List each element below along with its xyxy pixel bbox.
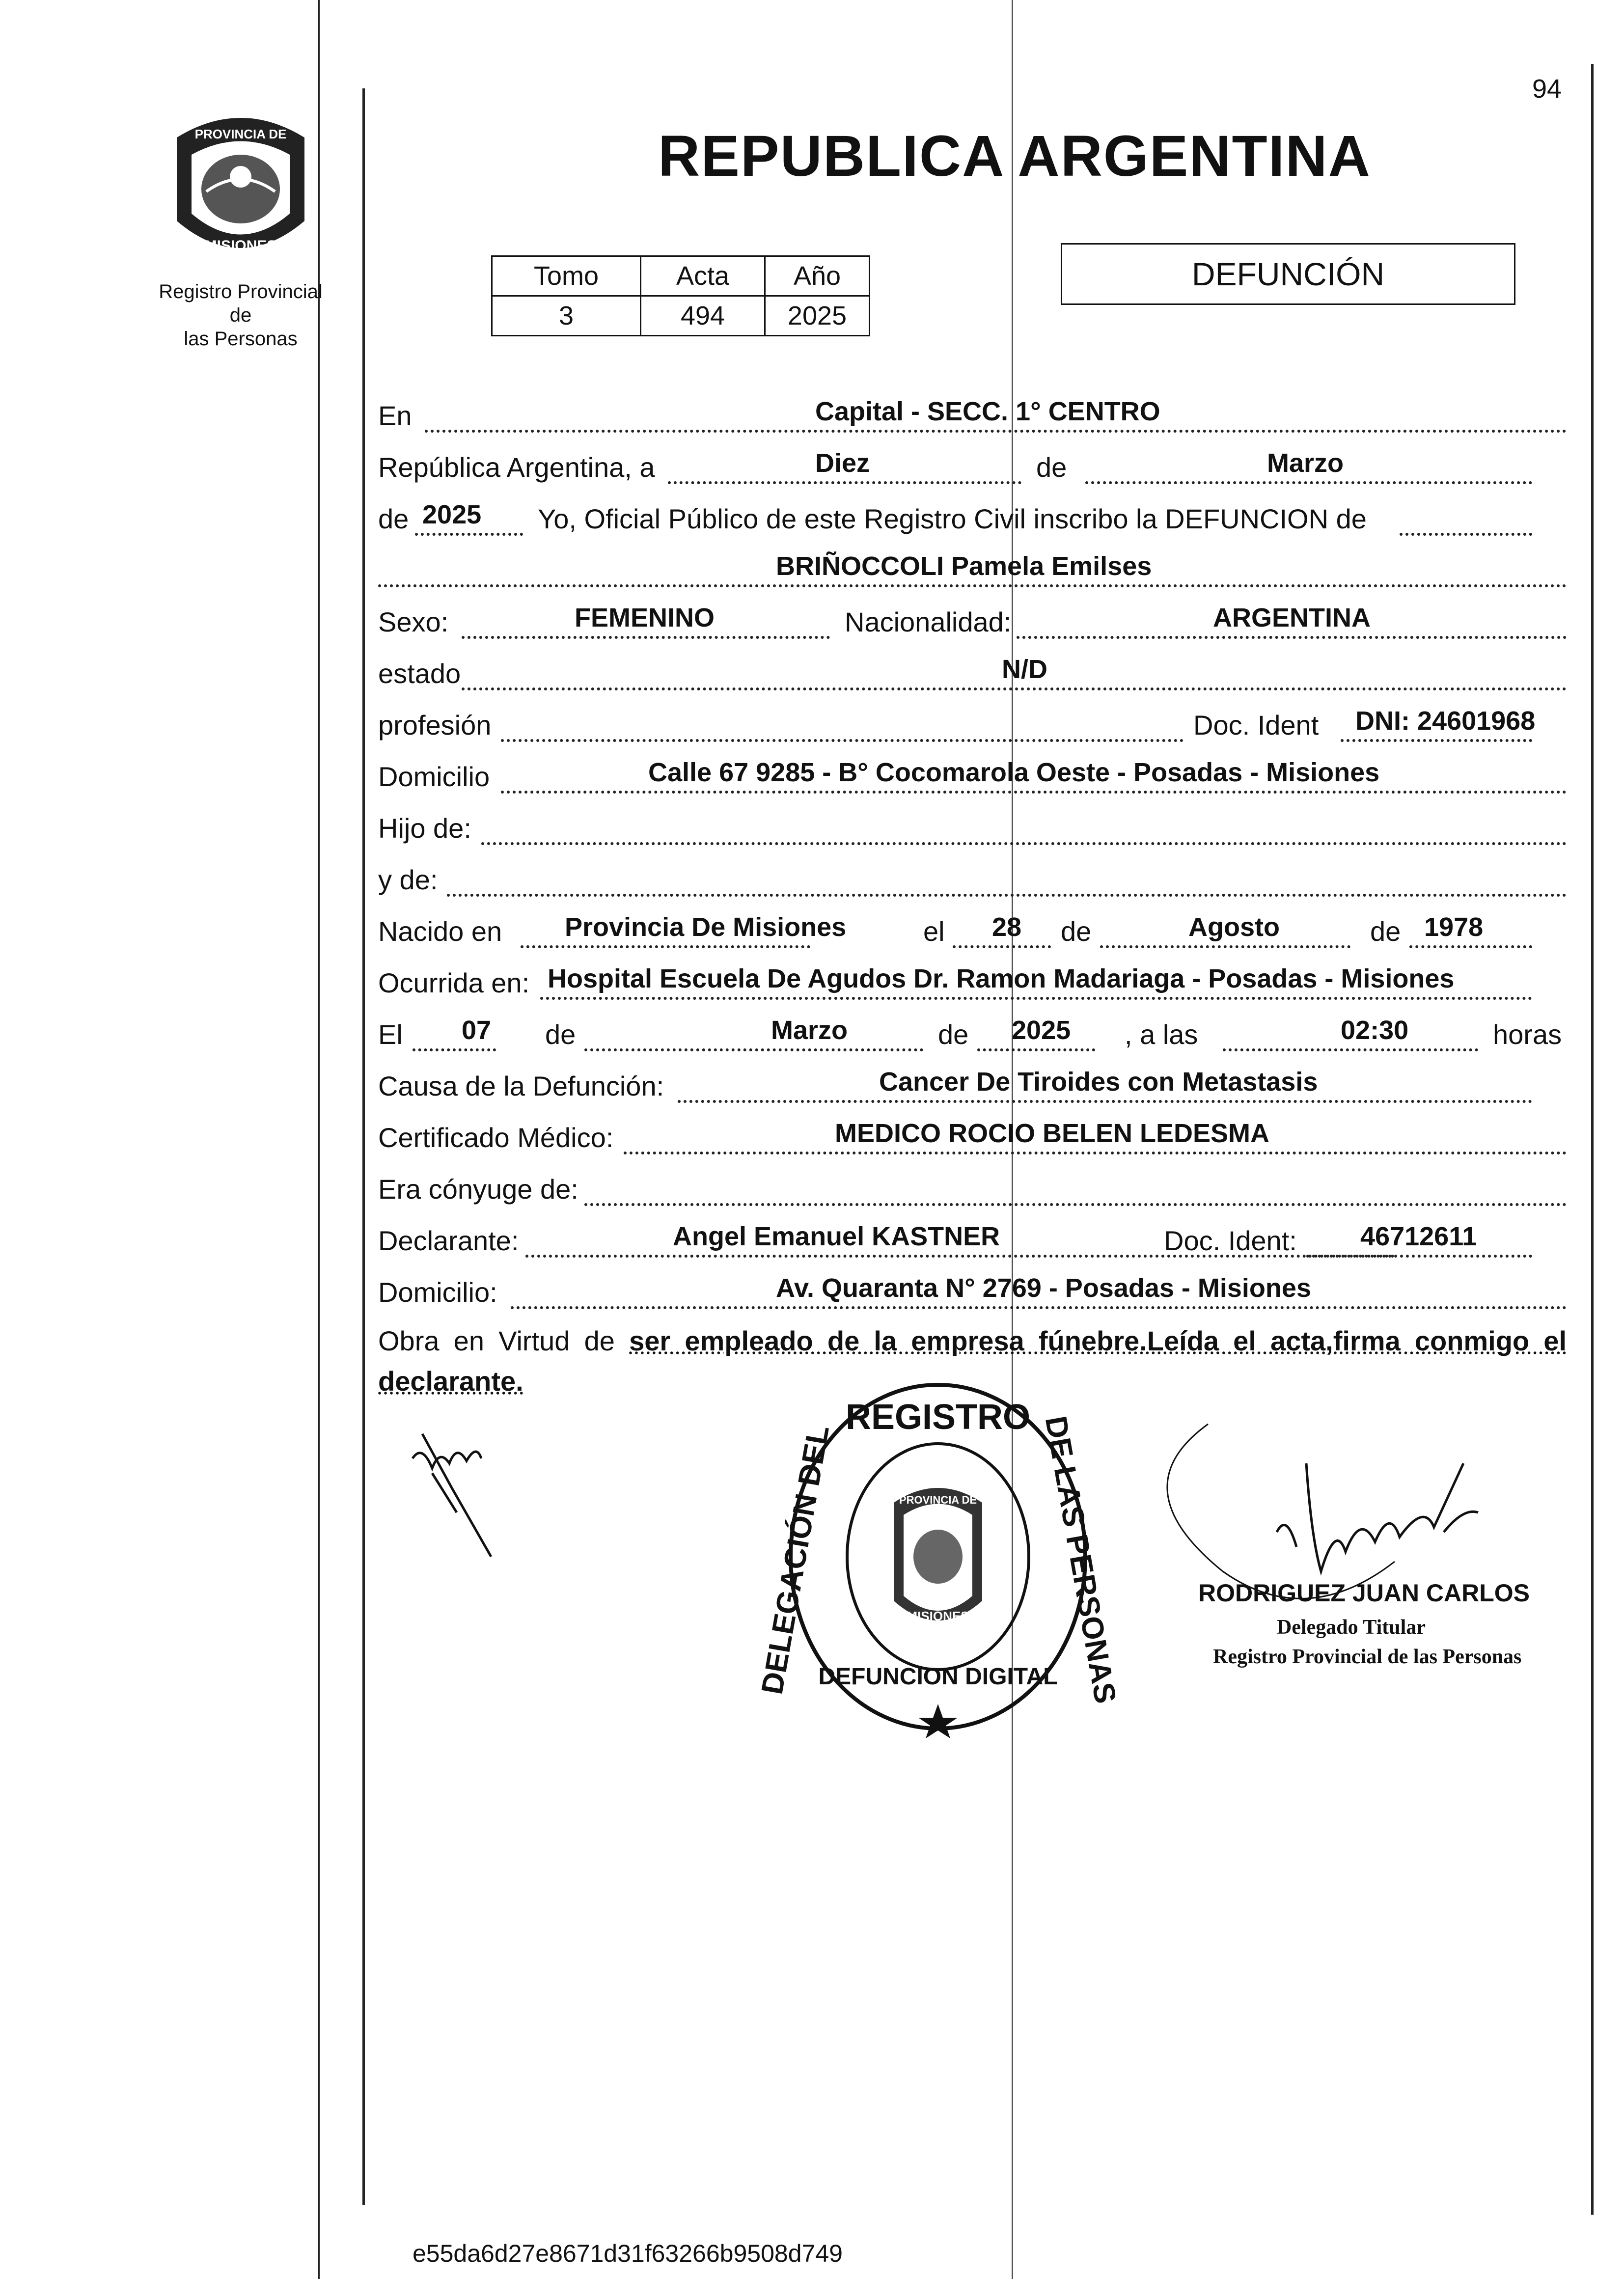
row-y-de (378, 850, 1567, 899)
row-causa (378, 1056, 1567, 1105)
birth-month: Agosto (1188, 912, 1280, 942)
causa-label: Causa de la Defunción: (378, 1071, 664, 1101)
sexo-label: Sexo: (378, 606, 449, 637)
certificado-value: MEDICO ROCIO BELEN LEDESMA (835, 1119, 1270, 1148)
dotted-line (378, 584, 1567, 587)
de-label: de (1061, 916, 1092, 947)
seal-text-bottom: DEFUNCION DIGITAL (818, 1664, 1058, 1690)
dotted-line (1017, 636, 1567, 639)
official-title: Delegado Titular (1277, 1616, 1426, 1639)
certificado-label: Certificado Médico: (378, 1122, 614, 1153)
el2-label: El (378, 1019, 403, 1050)
domicilio-value: Calle 67 9285 - B° Cocomarola Oeste - Posadas - Misiones (648, 758, 1380, 787)
de-label: de (1370, 916, 1401, 947)
row-nacido (378, 901, 1567, 950)
profesion-label: profesión (378, 710, 492, 741)
row-certificado (378, 1107, 1567, 1156)
domicilio-label: Domicilio (378, 761, 490, 792)
official-name: RODRIGUEZ JUAN CARLOS (1198, 1579, 1530, 1607)
logo-text-top: PROVINCIA DE (194, 127, 287, 141)
issuer-label (147, 280, 334, 351)
row-conyuge (378, 1159, 1567, 1208)
row-en (378, 385, 1567, 435)
birth-day: 28 (992, 912, 1022, 942)
page-number: 94 (1532, 74, 1562, 104)
seal-text-top: REGISTRO (845, 1398, 1031, 1437)
logo-text-bottom: MISIONES (204, 238, 277, 254)
estado-value: N/D (1002, 655, 1047, 684)
death-time: 02:30 (1341, 1016, 1409, 1045)
nacido-label: Nacido en (378, 916, 502, 947)
dotted-line (977, 1048, 1095, 1051)
official-seal (755, 1375, 1123, 1738)
row-hijo (378, 798, 1567, 847)
official-organization: Registro Provincial de las Personas (1213, 1646, 1522, 1668)
estado-label: estado (378, 658, 461, 689)
dotted-line (584, 1048, 923, 1051)
dotted-line (1223, 1048, 1478, 1051)
y-de-label: y de: (378, 864, 438, 895)
alas-label: , a las (1125, 1019, 1198, 1050)
issuer-label-line2: las Personas (184, 328, 298, 350)
hijo-label: Hijo de: (378, 813, 471, 844)
inscribo-text: Yo, Oficial Público de este Registro Civil inscribo la DEFUNCION de (538, 503, 1367, 534)
horas-label: horas (1493, 1019, 1562, 1050)
row-date (378, 437, 1567, 486)
causa-value: Cancer De Tiroides con Metastasis (879, 1067, 1318, 1097)
seal-text-right: DE LAS PERSONAS (1038, 1413, 1123, 1706)
dotted-line (521, 945, 810, 948)
dotted-line (678, 1100, 1532, 1103)
deceased-name: BRIÑOCCOLI Pamela Emilses (776, 551, 1152, 581)
doc-ident2-value: 46712611 (1360, 1222, 1477, 1251)
seal-inner-bottom: MISIONES (907, 1609, 969, 1623)
form-left-border (362, 88, 365, 2205)
nacionalidad-label: Nacionalidad: (845, 606, 1012, 637)
declarant-signature (393, 1414, 589, 1571)
dotted-line (501, 739, 1184, 742)
document-hash: e55da6d27e8671d31f63266b9508d749 (413, 2240, 843, 2267)
de-label: de (1036, 452, 1067, 483)
birth-year: 1978 (1424, 912, 1484, 942)
dotted-line (953, 945, 1051, 948)
dotted-line (1100, 945, 1350, 948)
nacido-value: Provincia De Misiones (565, 912, 847, 942)
provincial-logo (157, 108, 324, 270)
death-record-form (378, 0, 1567, 1473)
declarante-label: Declarante: (378, 1225, 519, 1256)
dotted-line (462, 636, 830, 639)
death-month: Marzo (771, 1016, 848, 1045)
dotted-line (540, 997, 1532, 1000)
dotted-line (501, 791, 1567, 794)
seal-inner-top: PROVINCIA DE (899, 1494, 977, 1506)
month-value: Marzo (1267, 448, 1344, 478)
record-table-cell: 494 (641, 296, 765, 336)
en-label: En (378, 400, 412, 431)
en-value: Capital - SECC. 1° CENTRO (815, 397, 1160, 426)
dotted-line (447, 894, 1567, 897)
form-right-border (1591, 64, 1594, 2215)
row-ocurrida (378, 953, 1567, 1002)
de-label: de (378, 503, 409, 534)
dotted-line (481, 842, 1567, 845)
doc-ident-label: Doc. Ident (1193, 710, 1319, 741)
row-declarante (378, 1210, 1567, 1260)
dotted-line (1341, 739, 1532, 742)
record-table-header: Acta (641, 256, 765, 296)
dotted-line (511, 1306, 1567, 1309)
row-domicilio (378, 746, 1567, 796)
domicilio2-value: Av. Quaranta N° 2769 - Posadas - Misiones (776, 1273, 1311, 1303)
page-title: REPUBLICA ARGENTINA (658, 124, 1371, 189)
seal-text-left: DELEGACIÓN DEL (755, 1423, 836, 1697)
dotted-line (668, 481, 1021, 484)
star-icon (918, 1704, 958, 1738)
el-label: el (923, 916, 945, 947)
ocurrida-value: Hospital Escuela De Agudos Dr. Ramon Madariaga - Posadas - Misiones (548, 964, 1455, 993)
death-year: 2025 (1012, 1016, 1071, 1045)
row-inscribo (378, 489, 1567, 538)
conyuge-label: Era cónyuge de: (378, 1174, 578, 1205)
dotted-line (1085, 481, 1532, 484)
row-deceased-name (378, 540, 1567, 589)
sexo-value: FEMENINO (575, 603, 715, 632)
row-death-date (378, 1004, 1567, 1053)
year-value: 2025 (422, 500, 482, 529)
dotted-line (425, 430, 1567, 433)
domicilio2-label: Domicilio: (378, 1277, 497, 1308)
record-table-cell: 2025 (765, 296, 870, 336)
republica-label: República Argentina, a (378, 452, 655, 483)
issuer-label-line1: Registro Provincial de (159, 281, 323, 326)
obra-value: ser empleado de la empresa fúnebre.Leída el acta,firma conmigo el declarante. (378, 1325, 1567, 1397)
nacionalidad-value: ARGENTINA (1213, 603, 1371, 632)
de-label: de (938, 1019, 969, 1050)
row-profesion (378, 695, 1567, 744)
dotted-line (462, 687, 1567, 690)
document-type-box: DEFUNCIÓN (1061, 243, 1515, 305)
obra-prefix: Obra en Virtud de (378, 1325, 615, 1356)
dotted-line (584, 1203, 1567, 1206)
row-domicilio2 (378, 1262, 1567, 1311)
declarante-value: Angel Emanuel KASTNER (673, 1222, 1000, 1251)
row-sexo (378, 592, 1567, 641)
dotted-line (624, 1152, 1567, 1154)
ocurrida-label: Ocurrida en: (378, 967, 530, 998)
doc-ident2-label: Doc. Ident: (1164, 1225, 1297, 1256)
record-table-header: Año (765, 256, 870, 296)
de-label: de (545, 1019, 576, 1050)
doc-ident-value: DNI: 24601968 (1355, 706, 1536, 736)
dotted-line (413, 1048, 496, 1051)
record-table-header: Tomo (492, 256, 641, 296)
day-value: Diez (815, 448, 870, 478)
dotted-line (1400, 533, 1532, 536)
record-table-cell: 3 (492, 296, 641, 336)
row-estado (378, 643, 1567, 692)
dotted-line (1306, 1255, 1532, 1258)
death-day: 07 (462, 1016, 492, 1045)
dotted-line (415, 533, 523, 536)
dotted-line (1409, 945, 1532, 948)
